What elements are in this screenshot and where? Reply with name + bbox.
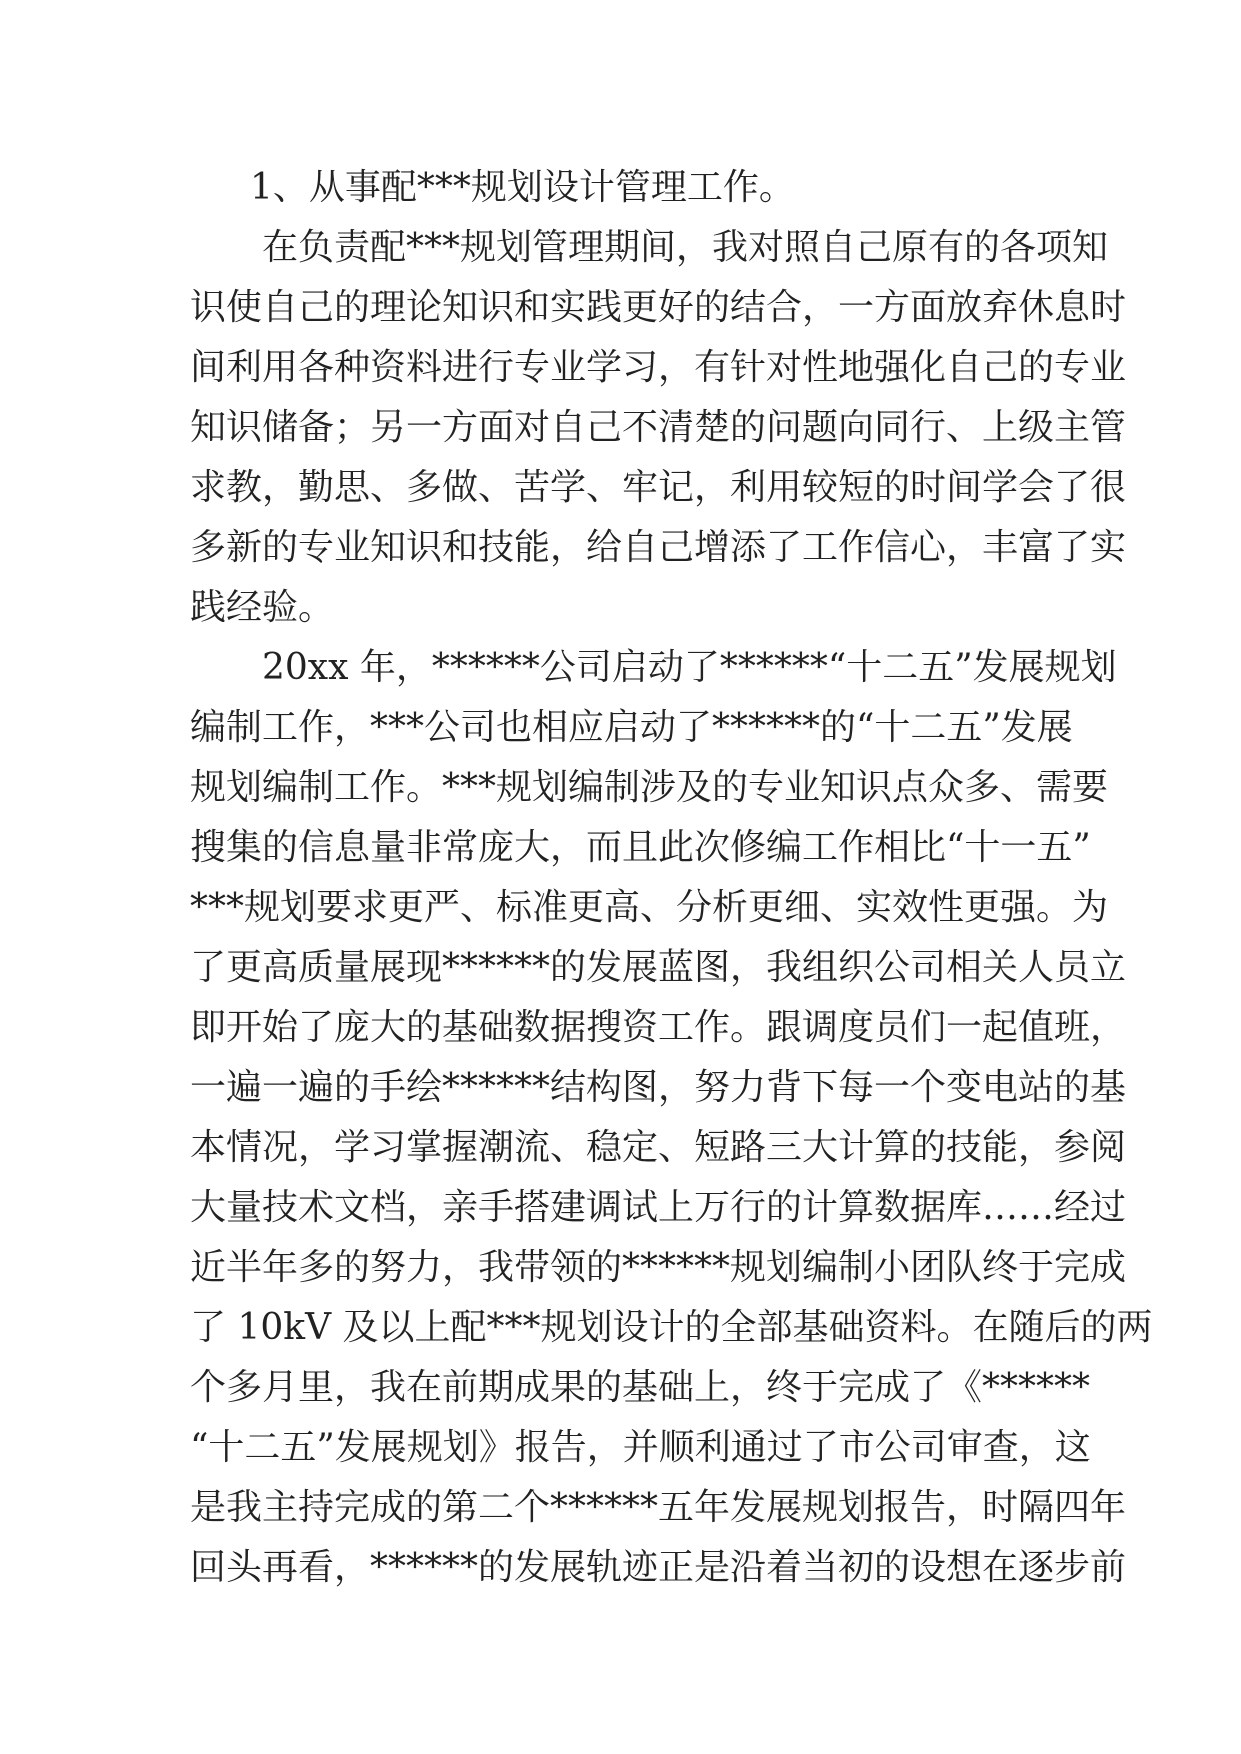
paragraph-2-line-4: 搜集的信息量非常庞大，而且此次修编工作相比“十一五” [190, 827, 1091, 868]
body-text [190, 158, 1153, 1598]
paragraph-1-line-7: 践经验。 [190, 587, 335, 628]
paragraph-2-line-9: 本情况，学习掌握潮流、稳定、短路三大计算的技能，参阅 [190, 1127, 1127, 1168]
paragraph-1-line-4: 知识储备；另一方面对自己不清楚的问题向同行、上级主管 [190, 407, 1127, 448]
paragraph-2-line-3: 规划编制工作。***规划编制涉及的专业知识点众多、需要 [190, 767, 1109, 808]
paragraph-2-line-11: 近半年多的努力，我带领的******规划编制小团队终于完成 [190, 1247, 1127, 1288]
paragraph-2-line-7: 即开始了庞大的基础数据搜资工作。跟调度员们一起值班， [190, 1007, 1127, 1048]
paragraph-1-line-3: 间利用各种资料进行专业学习，有针对性地强化自己的专业 [190, 347, 1127, 388]
paragraph-2-line-13: 个多月里，我在前期成果的基础上，终于完成了《****** [190, 1367, 1091, 1408]
section-heading: 1、从事配***规划设计管理工作。 [250, 167, 795, 208]
paragraph-1-line-5: 求教，勤思、多做、苦学、牢记，利用较短的时间学会了很 [190, 467, 1127, 508]
paragraph-2-line-14: “十二五”发展规划》报告，并顺利通过了市公司审查，这 [190, 1427, 1091, 1468]
paragraph-1-line-1: 在负责配***规划管理期间，我对照自己原有的各项知 [262, 227, 1109, 268]
paragraph-2-line-2: 编制工作，***公司也相应启动了******的“十二五”发展 [190, 707, 1073, 748]
paragraph-2-line-1: 20xx 年，******公司启动了******“十二五”发展规划 [262, 647, 1117, 688]
paragraph-2-line-12: 了 10kV 及以上配***规划设计的全部基础资料。在随后的两 [190, 1307, 1153, 1348]
paragraph-2-line-15: 是我主持完成的第二个******五年发展规划报告，时隔四年 [190, 1487, 1127, 1528]
paragraph-2-line-6: 了更高质量展现******的发展蓝图，我组织公司相关人员立 [190, 947, 1127, 988]
paragraph-2-line-5: ***规划要求更严、标准更高、分析更细、实效性更强。为 [190, 887, 1109, 928]
paragraph-2-line-10: 大量技术文档，亲手搭建调试上万行的计算数据库……经过 [190, 1187, 1127, 1228]
paragraph-1-line-2: 识使自己的理论知识和实践更好的结合，一方面放弃休息时 [190, 287, 1127, 328]
paragraph-2-line-8: 一遍一遍的手绘******结构图，努力背下每一个变电站的基 [190, 1067, 1127, 1108]
paragraph-1-line-6: 多新的专业知识和技能，给自己增添了工作信心，丰富了实 [190, 527, 1127, 568]
paragraph-2-line-16: 回头再看，******的发展轨迹正是沿着当初的设想在逐步前 [190, 1547, 1127, 1588]
